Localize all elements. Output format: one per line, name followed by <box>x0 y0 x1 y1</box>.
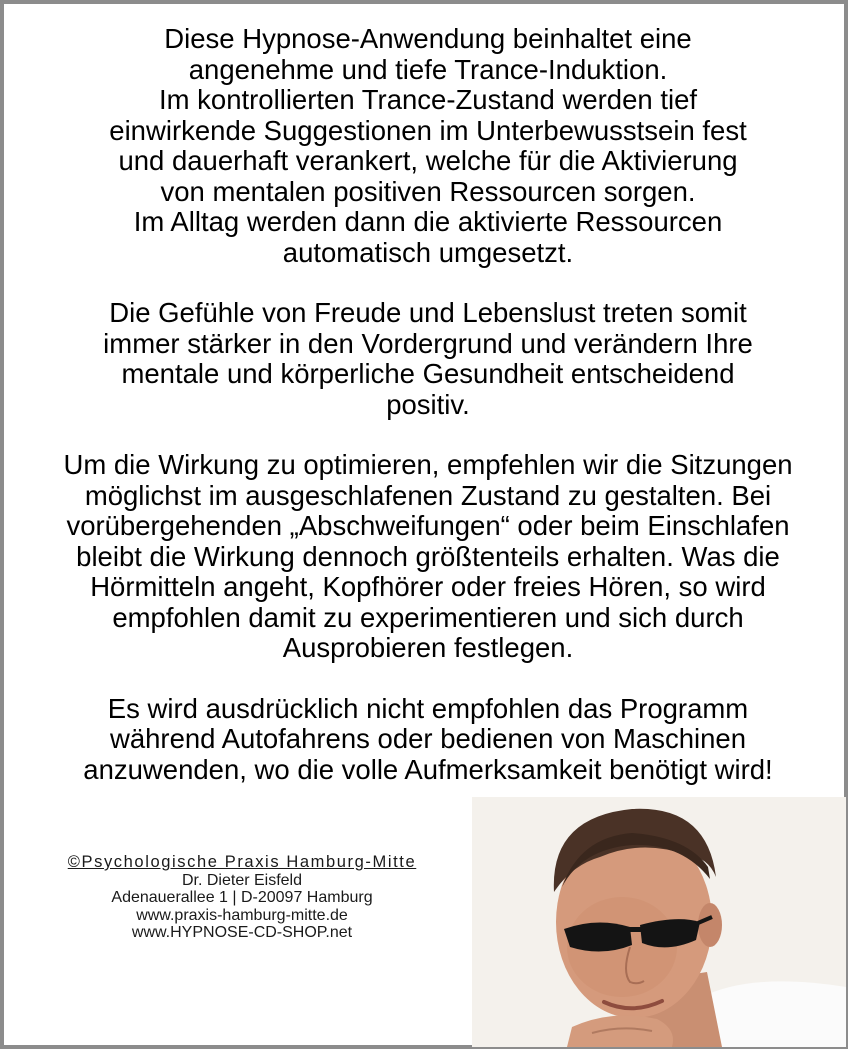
text-line: Diese Hypnose-Anwendung beinhaltet eine <box>164 23 692 54</box>
text-line: möglichst im ausgeschlafenen Zustand zu gestalten. Bei <box>84 479 772 511</box>
portrait-illustration <box>472 797 846 1047</box>
paragraph-gap <box>12 664 844 694</box>
text-line: positiv. <box>386 388 470 420</box>
author-name: Dr. Dieter Eisfeld <box>181 871 303 889</box>
text-line: Um die Wirkung zu optimieren, empfehlen wir die Sitzungen <box>63 449 793 480</box>
paragraph-gap <box>12 268 844 298</box>
text-line: einwirkende Suggestionen im Unterbewusstsein fest <box>109 114 747 146</box>
text-line: automatisch umgesetzt. <box>282 236 574 268</box>
paragraph-intro <box>12 24 844 268</box>
text-line: bleibt die Wirkung dennoch größtenteils erhalten. Was die <box>76 540 780 572</box>
paragraph-warning <box>12 694 844 786</box>
paragraph-gap <box>12 420 844 450</box>
text-line: Es wird ausdrücklich nicht empfohlen das Programm <box>107 692 749 724</box>
text-line: immer stärker in den Vordergrund und verändern Ihre <box>103 327 753 359</box>
paragraph-feelings <box>12 298 844 420</box>
website-link: www.HYPNOSE-CD-SHOP.net <box>131 924 353 941</box>
text-line: von mentalen positiven Ressourcen sorgen. <box>160 175 696 207</box>
text-line: anzuwenden, wo die volle Aufmerksamkeit benötigt wird! <box>83 753 773 785</box>
text-line: Im kontrollierten Trance-Zustand werden tief <box>158 84 698 115</box>
website-link: www.praxis-hamburg-mitte.de <box>136 906 348 924</box>
text-line: Die Gefühle von Freude und Lebenslust treten somit <box>109 297 747 328</box>
text-line: empfohlen damit zu experimentieren und sich durch <box>112 601 744 633</box>
address: Adenauerallee 1 | D-20097 Hamburg <box>111 889 373 906</box>
copyright-line: ©Psychologische Praxis Hamburg-Mitte <box>67 853 417 871</box>
contact-footer <box>12 854 472 942</box>
text-line: mentale und körperliche Gesundheit entscheidend <box>121 358 735 389</box>
text-line: während Autofahrens oder bedienen von Maschinen <box>109 723 746 754</box>
main-text <box>12 24 844 785</box>
text-line: angenehme und tiefe Trance-Induktion. <box>188 53 668 85</box>
text-line: Hörmitteln angeht, Kopfhörer oder freies Hören, so wird <box>90 571 766 602</box>
paragraph-recommendation <box>12 450 844 664</box>
text-line: Ausprobieren festlegen. <box>282 632 574 663</box>
text-line: und dauerhaft verankert, welche für die Aktivierung <box>118 145 738 176</box>
text-line: vorübergehenden „Abschweifungen“ oder beim Einschlafen <box>66 510 790 541</box>
text-line: Im Alltag werden dann die aktivierte Ressourcen <box>133 206 723 237</box>
author-photo <box>472 797 846 1047</box>
